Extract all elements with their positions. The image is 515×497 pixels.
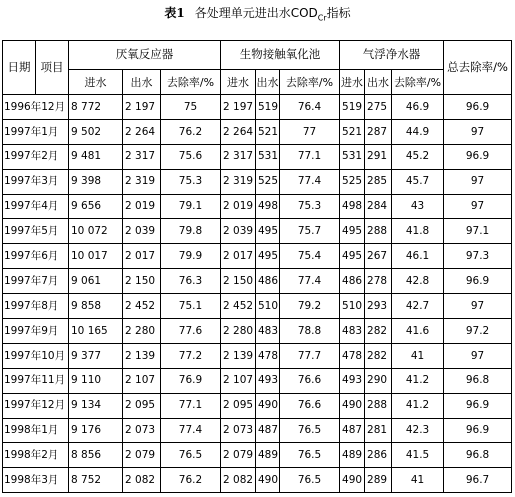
cell-biocontact-removal: 76.4 (280, 95, 340, 120)
cell-anaerobic-removal: 75.3 (161, 169, 221, 194)
cell-total-removal: 97 (444, 169, 512, 194)
cell-flotation-outflow: 291 (365, 144, 392, 169)
cell-flotation-inflow: 478 (340, 343, 365, 368)
table-caption: 各处理单元进出水COD (194, 6, 318, 20)
cell-anaerobic-outflow: 2 017 (123, 244, 161, 269)
cell-anaerobic-inflow: 9 656 (69, 194, 123, 219)
cell-total-removal: 96.7 (444, 468, 512, 493)
cell-flotation-outflow: 287 (365, 119, 392, 144)
cell-biocontact-outflow: 490 (256, 393, 280, 418)
cell-total-removal: 97 (444, 294, 512, 319)
cell-anaerobic-removal: 75 (161, 95, 221, 120)
subheader-inflow: 进水 (69, 70, 123, 95)
subheader-removal: 去除率/% (161, 70, 221, 95)
cell-flotation-removal: 41 (392, 468, 444, 493)
cell-anaerobic-outflow: 2 039 (123, 219, 161, 244)
cell-biocontact-outflow: 483 (256, 319, 280, 344)
cell-flotation-inflow: 521 (340, 119, 365, 144)
table-row (3, 418, 512, 443)
cell-biocontact-removal: 75.7 (280, 219, 340, 244)
cell-biocontact-inflow: 2 073 (221, 418, 256, 443)
header-item: 项目 (36, 41, 69, 95)
cell-biocontact-inflow: 2 452 (221, 294, 256, 319)
cell-anaerobic-outflow: 2 082 (123, 468, 161, 493)
cell-biocontact-inflow: 2 197 (221, 95, 256, 120)
cell-anaerobic-outflow: 2 319 (123, 169, 161, 194)
cell-total-removal: 97.3 (444, 244, 512, 269)
cell-anaerobic-removal: 76.2 (161, 119, 221, 144)
cell-biocontact-removal: 77 (280, 119, 340, 144)
cell-anaerobic-outflow: 2 019 (123, 194, 161, 219)
cell-biocontact-inflow: 2 039 (221, 219, 256, 244)
cell-biocontact-removal: 79.2 (280, 294, 340, 319)
cell-flotation-outflow: 267 (365, 244, 392, 269)
cell-flotation-outflow: 282 (365, 343, 392, 368)
cell-biocontact-outflow: 486 (256, 269, 280, 294)
cell-anaerobic-removal: 76.2 (161, 468, 221, 493)
cell-date: 1996年12月 (3, 95, 69, 120)
cell-biocontact-outflow: 495 (256, 219, 280, 244)
cell-anaerobic-removal: 79.1 (161, 194, 221, 219)
table-row (3, 194, 512, 219)
cell-biocontact-outflow: 478 (256, 343, 280, 368)
cell-anaerobic-inflow: 8 752 (69, 468, 123, 493)
cod-data-table (2, 40, 512, 493)
cell-flotation-removal: 46.9 (392, 95, 444, 120)
cell-biocontact-removal: 77.7 (280, 343, 340, 368)
table-row (3, 294, 512, 319)
cell-biocontact-inflow: 2 280 (221, 319, 256, 344)
header-date: 日期 (3, 41, 36, 95)
subheader-inflow: 进水 (221, 70, 256, 95)
cell-anaerobic-inflow: 9 176 (69, 418, 123, 443)
cell-anaerobic-removal: 76.5 (161, 443, 221, 468)
cell-biocontact-removal: 77.4 (280, 169, 340, 194)
cell-flotation-inflow: 490 (340, 393, 365, 418)
cell-biocontact-removal: 77.4 (280, 269, 340, 294)
cell-total-removal: 96.9 (444, 95, 512, 120)
cell-biocontact-outflow: 487 (256, 418, 280, 443)
cell-total-removal: 96.9 (444, 144, 512, 169)
cell-anaerobic-outflow: 2 452 (123, 294, 161, 319)
cell-biocontact-inflow: 2 079 (221, 443, 256, 468)
cell-date: 1997年1月 (3, 119, 69, 144)
cell-anaerobic-removal: 77.1 (161, 393, 221, 418)
cell-anaerobic-removal: 77.6 (161, 319, 221, 344)
cell-date: 1997年8月 (3, 294, 69, 319)
cell-date: 1997年11月 (3, 368, 69, 393)
subheader-outflow: 出水 (256, 70, 280, 95)
cell-biocontact-outflow: 493 (256, 368, 280, 393)
cell-flotation-inflow: 498 (340, 194, 365, 219)
cell-date: 1998年1月 (3, 418, 69, 443)
cell-anaerobic-inflow: 9 481 (69, 144, 123, 169)
subheader-removal: 去除率/% (280, 70, 340, 95)
cell-biocontact-removal: 76.5 (280, 468, 340, 493)
cell-total-removal: 97.1 (444, 219, 512, 244)
cell-anaerobic-removal: 76.9 (161, 368, 221, 393)
table-caption-subscript: Cr (317, 13, 327, 23)
cell-anaerobic-removal: 79.9 (161, 244, 221, 269)
cell-date: 1997年7月 (3, 269, 69, 294)
cell-biocontact-removal: 77.1 (280, 144, 340, 169)
cell-flotation-outflow: 275 (365, 95, 392, 120)
cell-flotation-inflow: 483 (340, 319, 365, 344)
cell-date: 1997年5月 (3, 219, 69, 244)
header-row-sub (3, 70, 512, 95)
cell-biocontact-inflow: 2 019 (221, 194, 256, 219)
cell-flotation-removal: 42.7 (392, 294, 444, 319)
cell-flotation-inflow: 495 (340, 244, 365, 269)
cell-biocontact-inflow: 2 150 (221, 269, 256, 294)
cell-anaerobic-removal: 75.1 (161, 294, 221, 319)
cell-anaerobic-outflow: 2 107 (123, 368, 161, 393)
cell-biocontact-inflow: 2 107 (221, 368, 256, 393)
cell-biocontact-removal: 76.6 (280, 368, 340, 393)
cell-total-removal: 96.9 (444, 418, 512, 443)
cell-anaerobic-inflow: 9 398 (69, 169, 123, 194)
cell-date: 1997年6月 (3, 244, 69, 269)
cell-biocontact-removal: 76.5 (280, 443, 340, 468)
cell-flotation-inflow: 489 (340, 443, 365, 468)
header-bio-contact-oxidation: 生物接触氧化池 (221, 41, 340, 70)
cell-flotation-removal: 45.7 (392, 169, 444, 194)
header-air-flotation: 气浮净水器 (340, 41, 444, 70)
cell-total-removal: 97.2 (444, 319, 512, 344)
cell-anaerobic-outflow: 2 073 (123, 418, 161, 443)
cell-anaerobic-outflow: 2 079 (123, 443, 161, 468)
cell-flotation-inflow: 519 (340, 95, 365, 120)
table-row (3, 393, 512, 418)
cell-flotation-inflow: 510 (340, 294, 365, 319)
cell-biocontact-inflow: 2 319 (221, 169, 256, 194)
cell-flotation-removal: 44.9 (392, 119, 444, 144)
cell-flotation-outflow: 289 (365, 468, 392, 493)
header-total-removal: 总去除率/% (444, 41, 512, 95)
table-number: 表1 (164, 6, 185, 20)
cell-date: 1997年9月 (3, 319, 69, 344)
cell-biocontact-removal: 75.3 (280, 194, 340, 219)
cell-anaerobic-inflow: 8 772 (69, 95, 123, 120)
cell-date: 1997年3月 (3, 169, 69, 194)
cell-anaerobic-outflow: 2 150 (123, 269, 161, 294)
cell-biocontact-outflow: 531 (256, 144, 280, 169)
table-row (3, 95, 512, 120)
table-title (0, 4, 515, 22)
table-row (3, 368, 512, 393)
cell-flotation-removal: 42.3 (392, 418, 444, 443)
cell-total-removal: 97 (444, 343, 512, 368)
cell-flotation-removal: 45.2 (392, 144, 444, 169)
cell-flotation-inflow: 531 (340, 144, 365, 169)
table-row (3, 343, 512, 368)
cell-biocontact-inflow: 2 317 (221, 144, 256, 169)
cell-total-removal: 96.8 (444, 443, 512, 468)
table-row (3, 169, 512, 194)
table-row (3, 269, 512, 294)
cell-biocontact-outflow: 498 (256, 194, 280, 219)
cell-anaerobic-inflow: 9 502 (69, 119, 123, 144)
table-row (3, 244, 512, 269)
cell-flotation-inflow: 525 (340, 169, 365, 194)
subheader-inflow: 进水 (340, 70, 365, 95)
cell-date: 1997年12月 (3, 393, 69, 418)
cell-biocontact-inflow: 2 139 (221, 343, 256, 368)
cell-flotation-inflow: 487 (340, 418, 365, 443)
cell-anaerobic-inflow: 9 858 (69, 294, 123, 319)
cell-total-removal: 96.8 (444, 368, 512, 393)
cell-flotation-removal: 41.2 (392, 393, 444, 418)
cell-date: 1998年3月 (3, 468, 69, 493)
cell-flotation-outflow: 284 (365, 194, 392, 219)
cell-flotation-inflow: 490 (340, 468, 365, 493)
cell-flotation-outflow: 293 (365, 294, 392, 319)
cell-anaerobic-outflow: 2 139 (123, 343, 161, 368)
cell-anaerobic-removal: 77.4 (161, 418, 221, 443)
cell-date: 1997年10月 (3, 343, 69, 368)
cell-biocontact-outflow: 490 (256, 468, 280, 493)
header-row-groups (3, 41, 512, 70)
table-row (3, 468, 512, 493)
cell-biocontact-outflow: 489 (256, 443, 280, 468)
cell-anaerobic-removal: 76.3 (161, 269, 221, 294)
cell-biocontact-removal: 75.4 (280, 244, 340, 269)
cell-anaerobic-inflow: 9 110 (69, 368, 123, 393)
cell-biocontact-outflow: 521 (256, 119, 280, 144)
cell-anaerobic-inflow: 9 134 (69, 393, 123, 418)
cell-anaerobic-inflow: 10 017 (69, 244, 123, 269)
cell-anaerobic-outflow: 2 264 (123, 119, 161, 144)
table-row (3, 144, 512, 169)
cell-total-removal: 96.9 (444, 269, 512, 294)
cell-flotation-removal: 46.1 (392, 244, 444, 269)
cell-flotation-outflow: 288 (365, 393, 392, 418)
table-row (3, 443, 512, 468)
cell-flotation-removal: 43 (392, 194, 444, 219)
cell-biocontact-removal: 78.8 (280, 319, 340, 344)
cell-flotation-removal: 41.2 (392, 368, 444, 393)
cell-flotation-outflow: 278 (365, 269, 392, 294)
cell-total-removal: 97 (444, 119, 512, 144)
cell-anaerobic-inflow: 8 856 (69, 443, 123, 468)
cell-flotation-removal: 41.8 (392, 219, 444, 244)
cell-anaerobic-removal: 77.2 (161, 343, 221, 368)
cell-biocontact-removal: 76.5 (280, 418, 340, 443)
cell-anaerobic-outflow: 2 095 (123, 393, 161, 418)
cell-flotation-removal: 41 (392, 343, 444, 368)
cell-flotation-outflow: 286 (365, 443, 392, 468)
cell-flotation-outflow: 285 (365, 169, 392, 194)
subheader-removal: 去除率/% (392, 70, 444, 95)
cell-flotation-removal: 41.5 (392, 443, 444, 468)
cell-flotation-removal: 41.6 (392, 319, 444, 344)
table-row (3, 219, 512, 244)
header-anaerobic-reactor: 厌氧反应器 (69, 41, 221, 70)
cell-anaerobic-inflow: 9 377 (69, 343, 123, 368)
cell-flotation-inflow: 486 (340, 269, 365, 294)
cell-biocontact-inflow: 2 264 (221, 119, 256, 144)
cell-biocontact-inflow: 2 095 (221, 393, 256, 418)
table-row (3, 319, 512, 344)
cell-flotation-outflow: 290 (365, 368, 392, 393)
cell-anaerobic-inflow: 10 165 (69, 319, 123, 344)
cell-biocontact-outflow: 510 (256, 294, 280, 319)
cell-flotation-outflow: 281 (365, 418, 392, 443)
cell-date: 1997年2月 (3, 144, 69, 169)
cell-anaerobic-removal: 75.6 (161, 144, 221, 169)
cell-anaerobic-inflow: 10 072 (69, 219, 123, 244)
cell-biocontact-outflow: 525 (256, 169, 280, 194)
cell-biocontact-outflow: 519 (256, 95, 280, 120)
cell-date: 1997年4月 (3, 194, 69, 219)
cell-date: 1998年2月 (3, 443, 69, 468)
cell-anaerobic-inflow: 9 061 (69, 269, 123, 294)
cell-anaerobic-removal: 79.8 (161, 219, 221, 244)
cell-anaerobic-outflow: 2 280 (123, 319, 161, 344)
cell-total-removal: 97 (444, 194, 512, 219)
cell-anaerobic-outflow: 2 317 (123, 144, 161, 169)
cell-flotation-outflow: 288 (365, 219, 392, 244)
subheader-outflow: 出水 (123, 70, 161, 95)
table-caption-suffix: 指标 (326, 6, 351, 20)
cell-anaerobic-outflow: 2 197 (123, 95, 161, 120)
cell-biocontact-removal: 76.6 (280, 393, 340, 418)
cell-flotation-removal: 42.8 (392, 269, 444, 294)
cell-flotation-inflow: 493 (340, 368, 365, 393)
cell-flotation-inflow: 495 (340, 219, 365, 244)
cell-biocontact-inflow: 2 017 (221, 244, 256, 269)
cell-flotation-outflow: 282 (365, 319, 392, 344)
cell-biocontact-outflow: 495 (256, 244, 280, 269)
table-row (3, 119, 512, 144)
cell-total-removal: 96.9 (444, 393, 512, 418)
cell-biocontact-inflow: 2 082 (221, 468, 256, 493)
subheader-outflow: 出水 (365, 70, 392, 95)
